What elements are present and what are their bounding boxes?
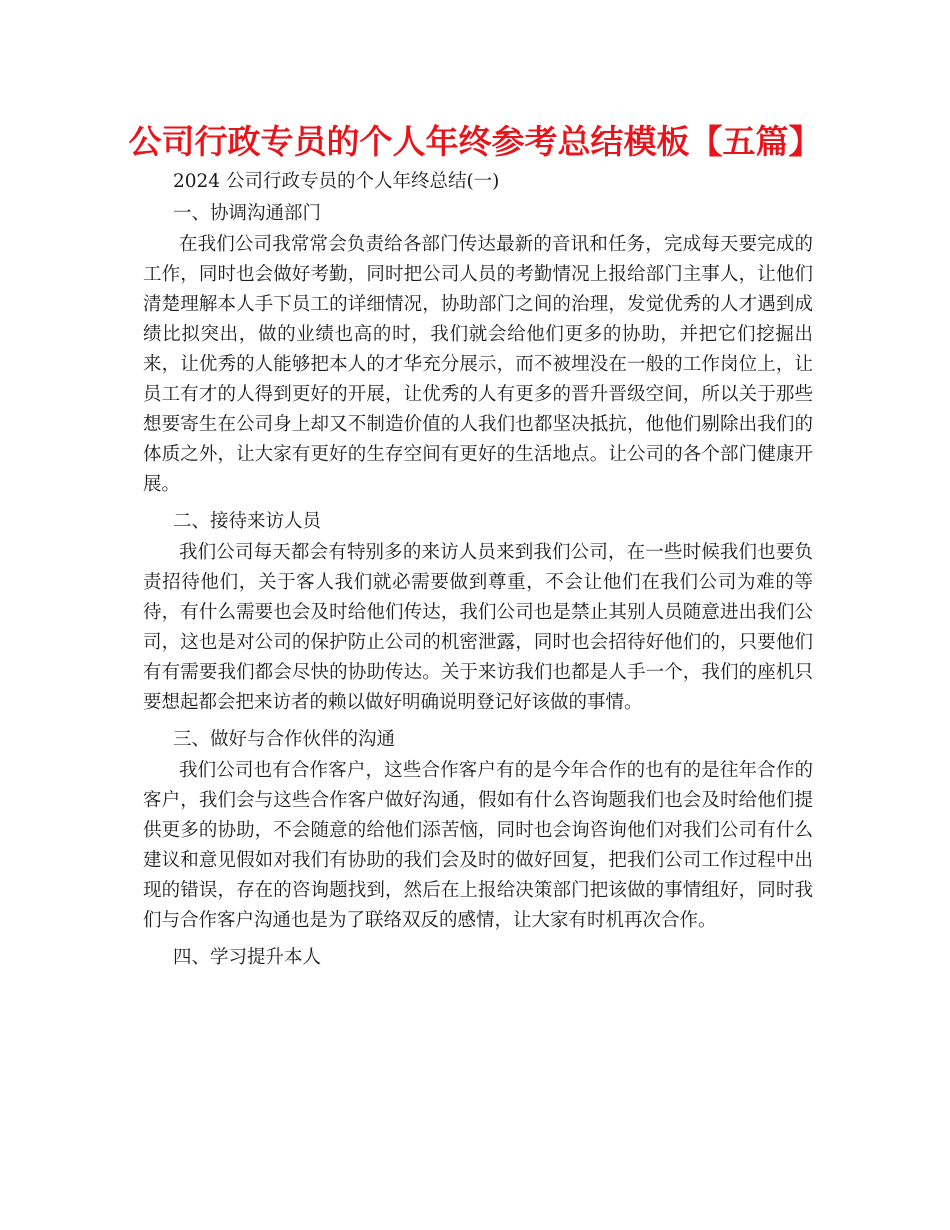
paragraph-line: 有有需要我们都会尽快的协助传达。关于来访我们也都是人手一个，我们的座机只 bbox=[143, 662, 813, 683]
paragraph-line: 想要寄生在公司身上却又不制造价值的人我们也都坚决抵抗，他他们剔除出我们的 bbox=[143, 414, 813, 435]
paragraph-line: 清楚理解本人手下员工的详细情况，协助部门之间的治理，发觉优秀的人才遇到成 bbox=[143, 294, 813, 315]
paragraph-line: 客户，我们会与这些合作客户做好沟通，假如有什么咨询题我们也会及时给他们提 bbox=[143, 790, 813, 811]
document-title: 公司行政专员的个人年终参考总结模板【五篇】 bbox=[128, 122, 822, 161]
paragraph-line: 司，这也是对公司的保护防止公司的机密泄露，同时也会招待好他们的，只要他们 bbox=[143, 632, 813, 653]
document-subtitle: 2024 公司行政专员的个人年终总结(一) bbox=[173, 171, 500, 192]
section-heading: 一、协调沟通部门 bbox=[173, 203, 322, 224]
paragraph-line: 我们公司也有合作客户，这些合作客户有的是今年合作的也有的是往年合作的 bbox=[179, 760, 813, 781]
paragraph-line: 供更多的协助，不会随意的给他们添苦恼，同时也会询咨询他们对我们公司有什么 bbox=[143, 820, 813, 841]
paragraph-line: 工作，同时也会做好考勤，同时把公司人员的考勤情况上报给部门主事人，让他们 bbox=[143, 264, 813, 285]
paragraph-line: 们与合作客户沟通也是为了联络双反的感情，让大家有时机再次合作。 bbox=[143, 910, 717, 931]
paragraph-line: 建议和意见假如对我们有协助的我们会及时的做好回复，把我们公司工作过程中出 bbox=[143, 850, 813, 871]
paragraph-line: 要想起都会把来访者的赖以做好明确说明登记好该做的事情。 bbox=[143, 692, 643, 713]
paragraph-line: 来，让优秀的人能够把本人的才华充分展示，而不被埋没在一般的工作岗位上，让 bbox=[143, 354, 813, 375]
paragraph-line: 我们公司每天都会有特别多的来访人员来到我们公司，在一些时候我们也要负 bbox=[179, 542, 813, 563]
paragraph-line: 在我们公司我常常会负责给各部门传达最新的音讯和任务，完成每天要完成的 bbox=[179, 234, 813, 255]
paragraph-line: 现的错误，存在的咨询题找到，然后在上报给决策部门把该做的事情组好，同时我 bbox=[143, 880, 813, 901]
document-body bbox=[143, 166, 813, 974]
paragraph-line: 员工有才的人得到更好的开展，让优秀的人有更多的晋升晋级空间，所以关于那些 bbox=[143, 384, 813, 405]
section-heading: 三、做好与合作伙伴的沟通 bbox=[173, 729, 396, 750]
paragraph-line: 待，有什么需要也会及时给他们传达，我们公司也是禁止其别人员随意进出我们公 bbox=[143, 602, 813, 623]
paragraph-line: 展。 bbox=[143, 474, 181, 495]
paragraph-line: 责招待他们，关于客人我们就必需要做到尊重，不会让他们在我们公司为难的等 bbox=[143, 572, 813, 593]
paragraph-line: 绩比拟突出，做的业绩也高的时，我们就会给他们更多的协助，并把它们挖掘出 bbox=[143, 324, 813, 345]
section-heading: 四、学习提升本人 bbox=[173, 947, 322, 968]
paragraph-line: 体质之外，让大家有更好的生存空间有更好的生活地点。让公司的各个部门健康开 bbox=[143, 444, 813, 465]
section-heading: 二、接待来访人员 bbox=[173, 511, 322, 532]
